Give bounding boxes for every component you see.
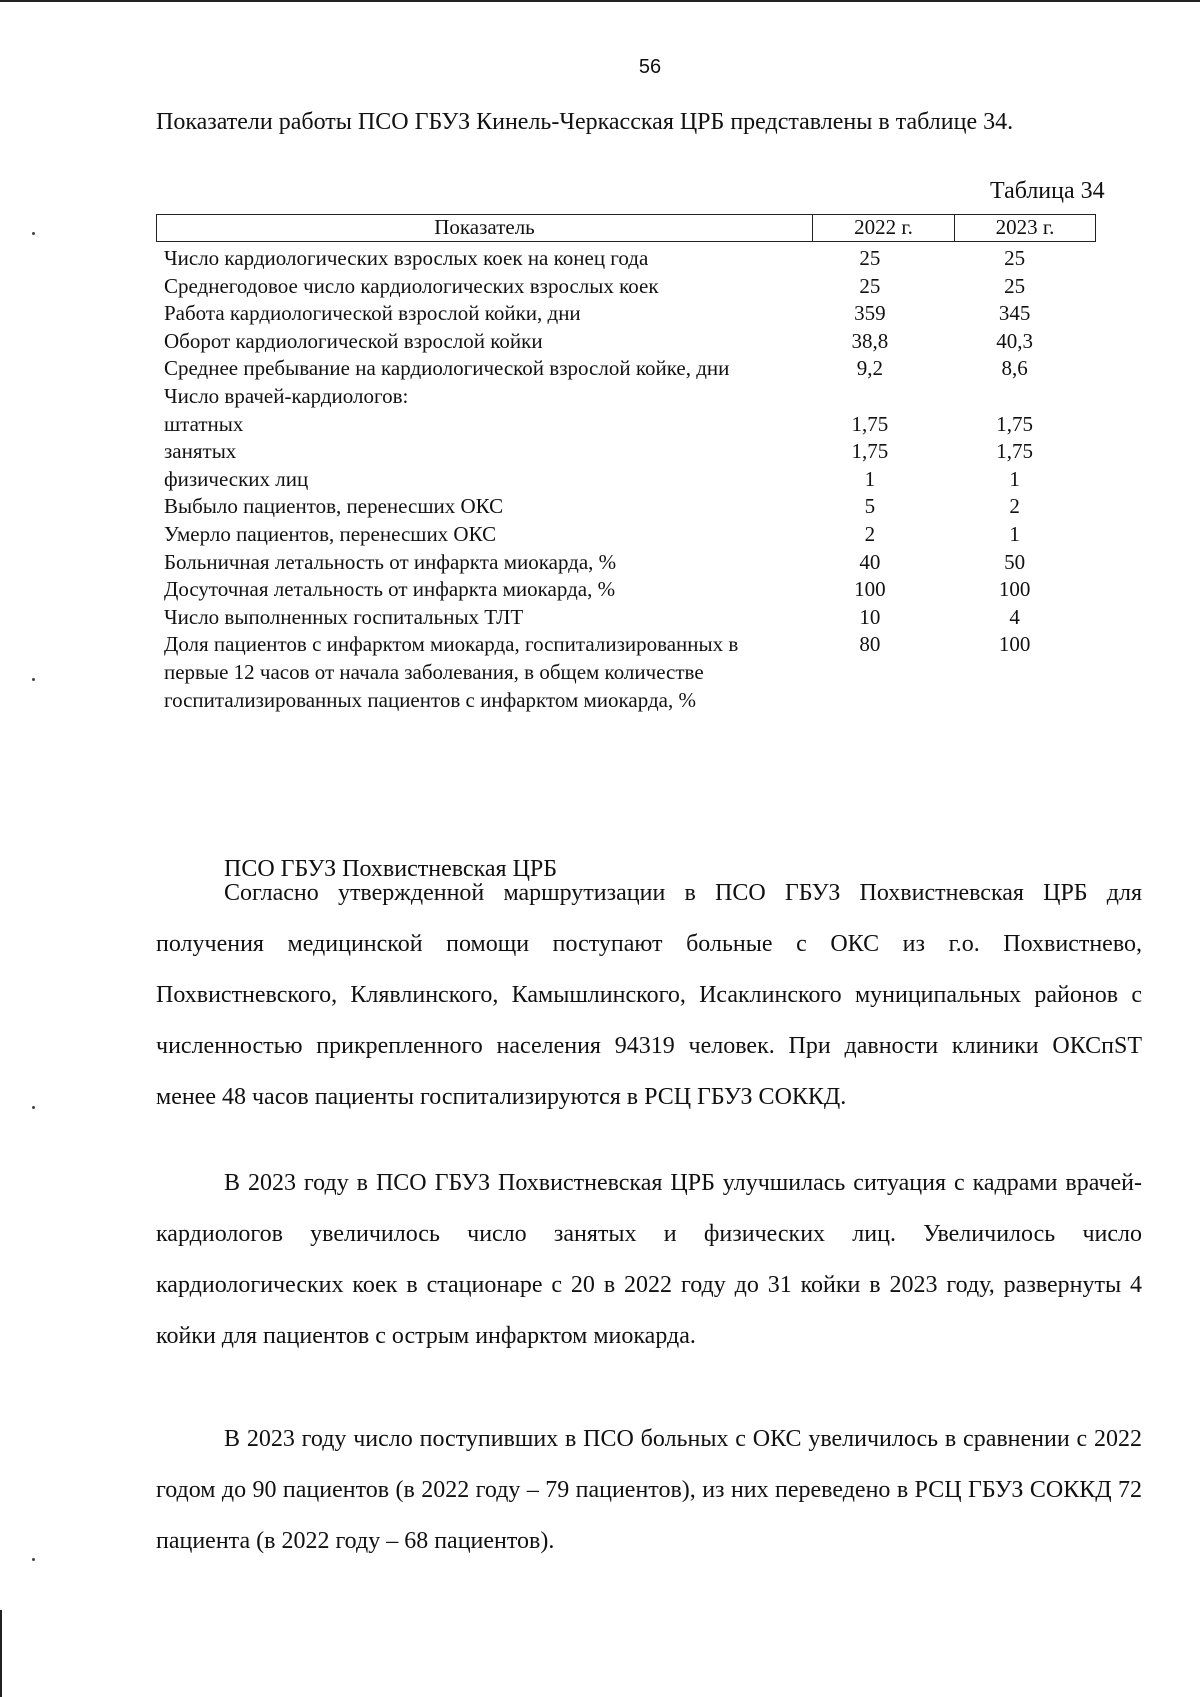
row-label: Больничная летальность от инфаркта миокарда, % xyxy=(164,549,617,574)
row-label: Доля пациентов с инфарктом миокарда, госпитализированных в первые 12 часов от начала заболевания, в общем количестве госпитализированных пациентов с инфарктом миокарда, % xyxy=(164,632,739,712)
table-row xyxy=(164,549,1084,577)
value-2022: 1,75 xyxy=(851,411,889,436)
table-row xyxy=(164,631,1084,714)
scan-speck xyxy=(32,678,35,681)
value-2022: 359 xyxy=(854,301,886,326)
paragraph-staffing: В 2023 году в ПСО ГБУЗ Похвистневская ЦРБ улучшилась ситуация с кадрами врачей-кардиологов увеличилось число занятых и физических лиц. Увеличилось число кардиологических коек в стационаре с 20 в 2022 году до 31 койки в 2023 году, развернуты 4 койки для пациентов с острым инфарктом миокарда. xyxy=(156,1170,1142,1349)
value-2023: 50 xyxy=(1004,549,1026,574)
value-2023: 1,75 xyxy=(996,439,1033,464)
value-2023: 100 xyxy=(998,632,1031,657)
value-2023: 345 xyxy=(998,301,1031,326)
value-2022: 80 xyxy=(859,632,881,657)
value-2022: 5 xyxy=(864,494,876,519)
row-label: физических лиц xyxy=(164,466,309,491)
value-2022: 10 xyxy=(859,604,881,629)
value-2022: 100 xyxy=(854,577,886,602)
value-2023: 1 xyxy=(1009,466,1020,491)
value-2023: 1,75 xyxy=(996,411,1033,436)
table-row xyxy=(164,604,1084,632)
table-row xyxy=(164,438,1084,466)
table-row xyxy=(164,576,1084,604)
value-2023: 2 xyxy=(1009,494,1020,519)
row-label: штатных xyxy=(164,411,244,436)
table-caption: Таблица 34 xyxy=(990,178,1105,204)
row-label: Среднегодовое число кардиологических взрослых коек xyxy=(164,273,659,298)
scan-speck xyxy=(32,232,35,235)
row-label: Выбыло пациентов, перенесших ОКС xyxy=(164,494,504,519)
table-header xyxy=(156,214,1096,242)
table-row xyxy=(164,411,1084,439)
value-2022: 38,8 xyxy=(851,328,889,353)
table-row xyxy=(164,355,1084,383)
intro-paragraph: Показатели работы ПСО ГБУЗ Кинель-Черкасская ЦРБ представлены в таблице 34. xyxy=(156,109,1014,135)
table-row xyxy=(164,245,1084,273)
table-row xyxy=(164,300,1084,328)
row-label: Число кардиологических взрослых коек на конец года xyxy=(164,246,649,270)
row-label: занятых xyxy=(164,439,237,464)
value-2023: 25 xyxy=(1004,273,1026,298)
row-label: Число врачей-кардиологов: xyxy=(164,383,409,408)
table-row xyxy=(164,273,1084,301)
value-2023: 8,6 xyxy=(1001,356,1028,381)
row-label: Оборот кардиологической взрослой койки xyxy=(164,328,543,353)
value-2023: 100 xyxy=(998,577,1031,602)
table-row xyxy=(164,328,1084,356)
table-body xyxy=(164,245,1084,714)
section-title: ПСО ГБУЗ Похвистневская ЦРБ xyxy=(224,856,558,882)
row-label: Умерло пациентов, перенесших ОКС xyxy=(164,521,497,546)
scan-left-edge xyxy=(0,1610,2,1697)
row-label: Досуточная летальность от инфаркта миокарда, % xyxy=(164,577,616,602)
value-2022: 2 xyxy=(864,521,876,546)
value-2023: 40,3 xyxy=(996,328,1033,353)
scan-top-edge xyxy=(0,0,1200,2)
value-2022: 25 xyxy=(859,273,881,298)
page-number: 56 xyxy=(638,56,662,78)
row-label: Работа кардиологической взрослой койки, дни xyxy=(164,301,581,326)
table-row xyxy=(164,493,1084,521)
table-row xyxy=(164,521,1084,549)
paragraph-routing: Согласно утвержденной маршрутизации в ПСО ГБУЗ Похвистневская ЦРБ для получения медицинской помощи поступают больные с ОКС из г.о. Похвистнево, Похвистневского, Клявлинского, Камышлинского, Исаклинского муниципальных районов с численностью прикрепленного населения 94319 человек. При давности клиники ОКСпST менее 48 часов пациенты госпитализируются в РСЦ ГБУЗ СОККД. xyxy=(156,880,1142,1110)
value-2023: 1 xyxy=(1009,521,1020,546)
scan-speck xyxy=(32,1106,35,1109)
table-row xyxy=(164,383,1084,411)
row-label: Среднее пребывание на кардиологической взрослой койке, дни xyxy=(164,356,730,381)
scan-speck xyxy=(32,1558,35,1561)
value-2022: 25 xyxy=(859,246,881,270)
value-2022: 40 xyxy=(859,549,881,574)
header-2022: 2022 г. xyxy=(813,215,955,241)
value-2023: 25 xyxy=(1004,246,1026,270)
value-2022: 1 xyxy=(864,466,876,491)
paragraph-admissions: В 2023 году число поступивших в ПСО больных с ОКС увеличилось в сравнении с 2022 годом до 90 пациентов (в 2022 году – 79 пациентов), из них переведено в РСЦ ГБУЗ СОККД 72 пациента (в 2022 году – 68 пациентов). xyxy=(156,1426,1142,1554)
value-2022: 1,75 xyxy=(851,439,889,464)
header-2023: 2023 г. xyxy=(995,215,1055,239)
table-row xyxy=(164,466,1084,494)
header-indicator: Показатель xyxy=(157,215,813,241)
row-label: Число выполненных госпитальных ТЛТ xyxy=(164,604,524,629)
value-2023: 4 xyxy=(1009,604,1020,629)
value-2022: 9,2 xyxy=(856,356,883,381)
